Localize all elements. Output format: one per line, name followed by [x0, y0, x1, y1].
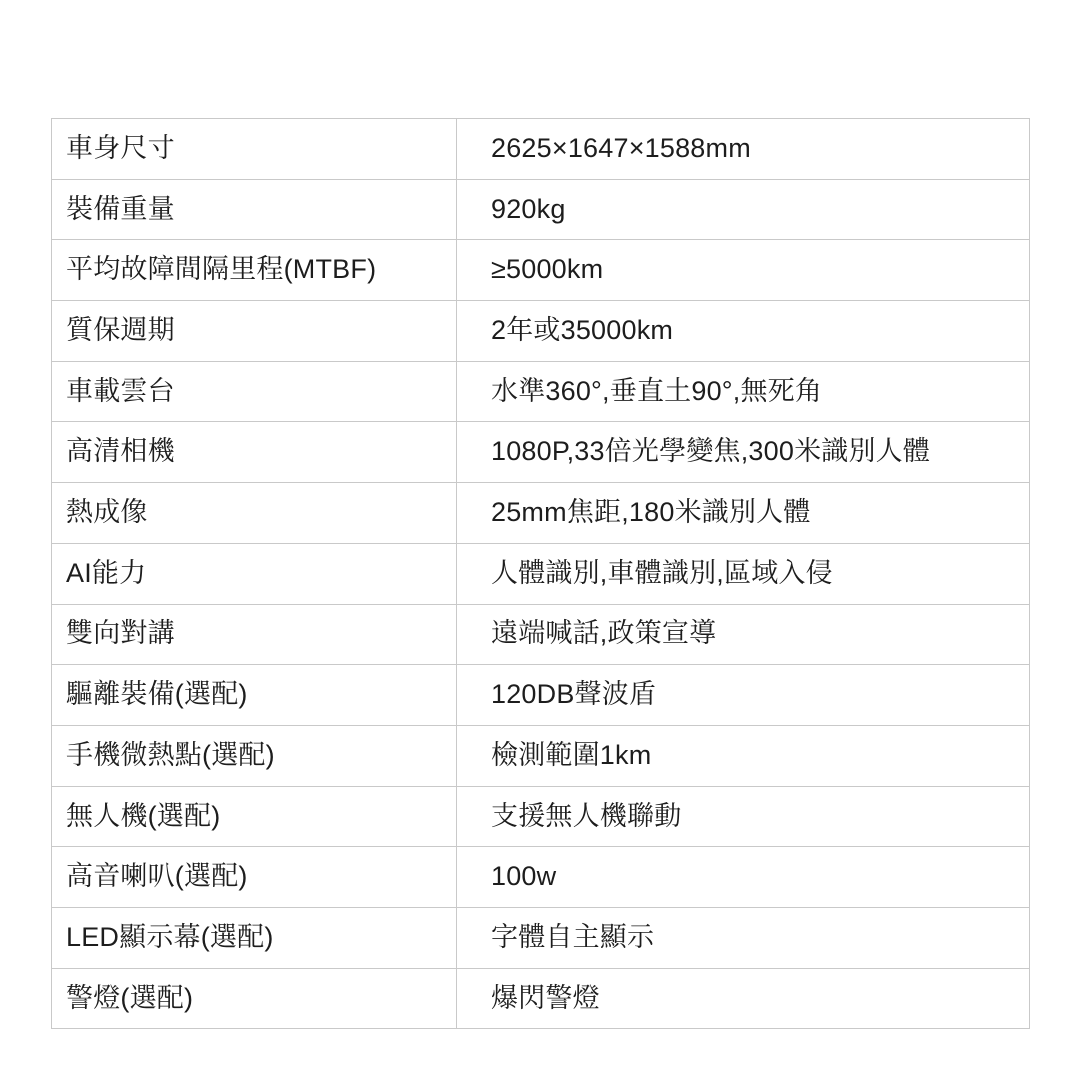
table-row [52, 968, 1030, 1029]
spec-label: 裝備重量 [52, 179, 457, 240]
spec-value: 120DB聲波盾 [457, 665, 1030, 726]
spec-label: 驅離裝備(選配) [52, 665, 457, 726]
table-row [52, 604, 1030, 665]
table-row [52, 422, 1030, 483]
spec-label: 警燈(選配) [52, 968, 457, 1029]
spec-label: 無人機(選配) [52, 786, 457, 847]
spec-label: 高清相機 [52, 422, 457, 483]
spec-label: 高音喇叭(選配) [52, 847, 457, 908]
specification-table [51, 118, 1030, 1029]
spec-value: 字體自主顯示 [457, 907, 1030, 968]
table-row [52, 301, 1030, 362]
table-row [52, 786, 1030, 847]
spec-value: 支援無人機聯動 [457, 786, 1030, 847]
spec-value: 1080P,33倍光學變焦,300米識別人體 [457, 422, 1030, 483]
specification-table-container [51, 118, 1029, 1029]
spec-value: 100w [457, 847, 1030, 908]
spec-label: 車身尺寸 [52, 119, 457, 180]
spec-label: 手機微熱點(選配) [52, 725, 457, 786]
table-row [52, 725, 1030, 786]
table-row [52, 665, 1030, 726]
spec-label: LED顯示幕(選配) [52, 907, 457, 968]
spec-value: 人體識別,車體識別,區域入侵 [457, 543, 1030, 604]
table-row [52, 119, 1030, 180]
spec-label: AI能力 [52, 543, 457, 604]
table-row [52, 179, 1030, 240]
table-body [52, 119, 1030, 1029]
spec-label: 熱成像 [52, 483, 457, 544]
table-row [52, 847, 1030, 908]
spec-value: 2625×1647×1588mm [457, 119, 1030, 180]
spec-value: ≥5000km [457, 240, 1030, 301]
table-row [52, 361, 1030, 422]
spec-label: 車載雲台 [52, 361, 457, 422]
spec-label: 質保週期 [52, 301, 457, 362]
spec-value: 2年或35000km [457, 301, 1030, 362]
spec-value: 檢測範圍1km [457, 725, 1030, 786]
spec-value: 水準360°,垂直土90°,無死角 [457, 361, 1030, 422]
spec-value: 爆閃警燈 [457, 968, 1030, 1029]
spec-label: 雙向對講 [52, 604, 457, 665]
table-row [52, 240, 1030, 301]
spec-value: 25mm焦距,180米識別人體 [457, 483, 1030, 544]
spec-label: 平均故障間隔里程(MTBF) [52, 240, 457, 301]
spec-value: 遠端喊話,政策宣導 [457, 604, 1030, 665]
table-row [52, 543, 1030, 604]
spec-value: 920kg [457, 179, 1030, 240]
table-row [52, 483, 1030, 544]
table-row [52, 907, 1030, 968]
